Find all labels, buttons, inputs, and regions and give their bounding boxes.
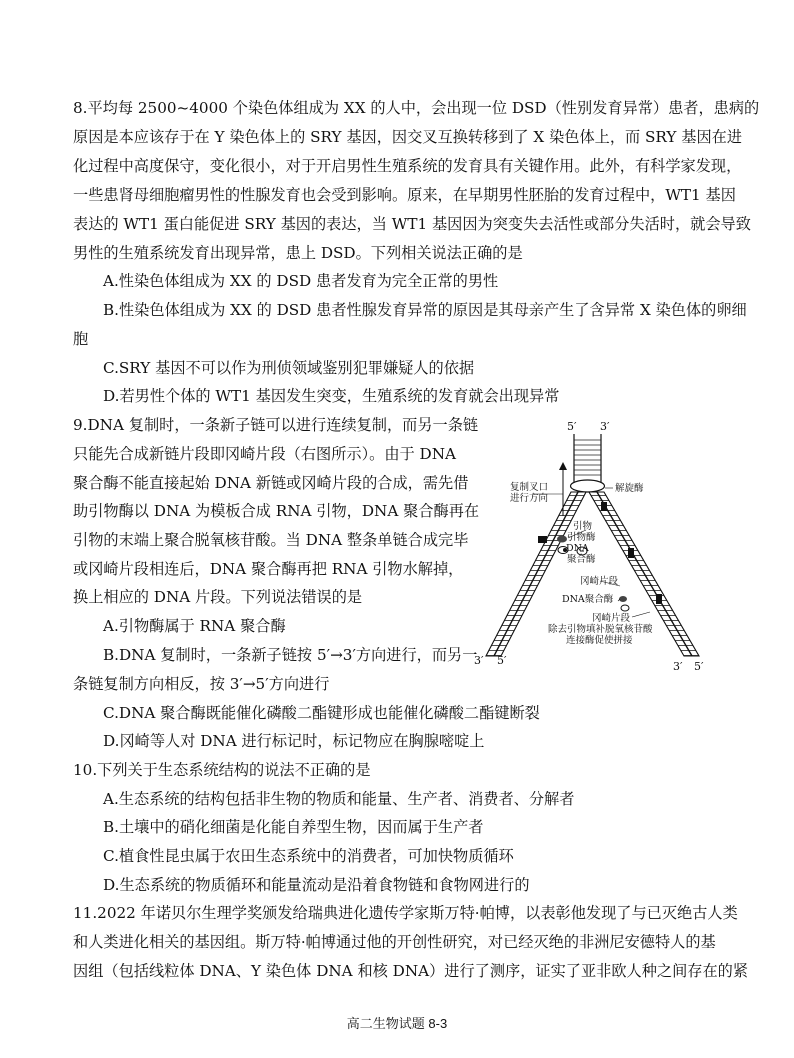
- dna-label: DNA: [566, 543, 589, 554]
- q9-line-6: 或冈崎片段相连后，DNA 聚合酶再把 RNA 引物水解掉，: [73, 560, 464, 578]
- end-label: 3′: [474, 654, 484, 667]
- q11-line-2: 和人类进化相关的基因组。斯万特·帕博通过他的开创性研究，对已经灭绝的非洲尼安德特人的基: [73, 933, 716, 951]
- okazaki-fragment-label: 冈崎片段: [592, 613, 631, 624]
- q9-line-7: 换上相应的 DNA 片段。下列说法错误的是: [73, 588, 363, 606]
- end-label: 5′: [497, 654, 507, 667]
- q9-option-b: B.DNA 复制时，一条新子链按 5′→3′方向进行，而另一: [103, 646, 478, 664]
- page-footer: 高二生物试题 8-3: [346, 1016, 448, 1031]
- fork-label: 进行方向: [510, 493, 549, 504]
- q9-line-2: 只能先合成新链片段即冈崎片段（右图所示）。由于 DNA: [73, 445, 456, 463]
- q9-option-b-cont: 条链复制方向相反，按 3′→5′方向进行: [73, 675, 330, 693]
- q10-option-b: B.土壤中的硝化细菌是化能自养型生物，因而属于生产者: [103, 818, 484, 836]
- polymerase-label: 聚合酶: [567, 554, 596, 565]
- helicase-label: 解旋酶: [615, 483, 644, 494]
- fork-label: 复制叉口: [510, 482, 549, 493]
- dna-replication-fork-diagram: [470, 418, 720, 680]
- primer-label: 引物: [573, 521, 593, 532]
- primer-removal-label: 除去引物填补脱氧核苷酸: [548, 624, 653, 635]
- q10-option-c: C.植食性昆虫属于农田生态系统中的消费者，可加快物质循环: [103, 847, 514, 865]
- okazaki-fragment-label: 冈崎片段: [580, 576, 619, 587]
- q9-option-c: C.DNA 聚合酶既能催化磷酸二酯键形成也能催化磷酸二酯键断裂: [103, 704, 540, 722]
- end-label: 5′: [694, 660, 704, 673]
- q9-option-a: A.引物酶属于 RNA 聚合酶: [103, 617, 286, 635]
- primase-label: 引物酶: [567, 532, 596, 543]
- q11-line-3: 因组（包括线粒体 DNA、Y 染色体 DNA 和核 DNA）进行了测序，证实了亚非欧人种之间存在的紧: [73, 962, 749, 980]
- end-label: 3′: [600, 420, 610, 433]
- q10-option-a: A.生态系统的结构包括非生物的物质和能量、生产者、消费者、分解者: [103, 790, 575, 808]
- q8-line-3: 化过程中高度保守，变化很小，对于开启男性生殖系统的发育具有关键作用。此外，有科学家发现，: [73, 157, 742, 175]
- q8-line-6: 男性的生殖系统发育出现异常，患上 DSD。下列相关说法正确的是: [73, 244, 523, 262]
- q9-line-1: 9.DNA 复制时，一条新子链可以进行连续复制，而另一条链: [73, 416, 479, 434]
- q8-line-2: 原因是本应该存于在 Y 染色体上的 SRY 基因，因交叉互换转移到了 X 染色体上，而 SRY 基因在进: [73, 128, 743, 146]
- parent-duplex: [571, 434, 605, 492]
- end-label: 3′: [673, 660, 683, 673]
- q10-option-d: D.生态系统的物质循环和能量流动是沿着食物链和食物网进行的: [103, 876, 530, 894]
- end-label: 5′: [567, 420, 577, 433]
- q9-line-3: 聚合酶不能直接起始 DNA 新链或冈崎片段的合成，需先借: [73, 474, 469, 492]
- q8-line-5: 表达的 WT1 蛋白能促进 SRY 基因的表达，当 WT1 基因因为突变失去活性或部分失活时，就会导致: [73, 215, 751, 233]
- q9-line-4: 助引物酶以 DNA 为模板合成 RNA 引物，DNA 聚合酶再在: [73, 502, 480, 520]
- q8-option-a: A.性染色体组成为 XX 的 DSD 患者发育为完全正常的男性: [103, 272, 499, 290]
- q11-line-1: 11.2022 年诺贝尔生理学奖颁发给瑞典进化遗传学家斯万特·帕博，以表彰他发现了与已灭绝古人类: [73, 904, 738, 922]
- q8-option-b-cont: 胞: [73, 330, 89, 348]
- q8-option-d: D.若男性个体的 WT1 基因发生突变，生殖系统的发育就会出现异常: [103, 387, 560, 405]
- q8-line-1: 8.平均每 2500~4000 个染色体组成为 XX 的人中，会出现一位 DSD（性别发育异常）患者，患病的: [73, 99, 760, 117]
- q8-option-b: B.性染色体组成为 XX 的 DSD 患者性腺发育异常的原因是其母亲产生了含异常 X 染色体的卵细: [103, 301, 747, 319]
- q10-title: 10.下列关于生态系统结构的说法不正确的是: [73, 761, 371, 779]
- q8-line-4: 一些患肾母细胞瘤男性的性腺发育也会受到影响。原来，在早期男性胚胎的发育过程中，WT1 基因: [73, 186, 736, 204]
- q9-option-d: D.冈崎等人对 DNA 进行标记时，标记物应在胸腺嘧啶上: [103, 732, 485, 750]
- q8-option-c: C.SRY 基因不可以作为刑侦领域鉴别犯罪嫌疑人的依据: [103, 359, 475, 377]
- q9-line-5: 引物的末端上聚合脱氧核苷酸。当 DNA 整条单链合成完毕: [73, 531, 469, 549]
- ligase-label: 连接酶促使拼接: [566, 635, 633, 646]
- dna-polymerase-label: DNA聚合酶: [562, 594, 614, 605]
